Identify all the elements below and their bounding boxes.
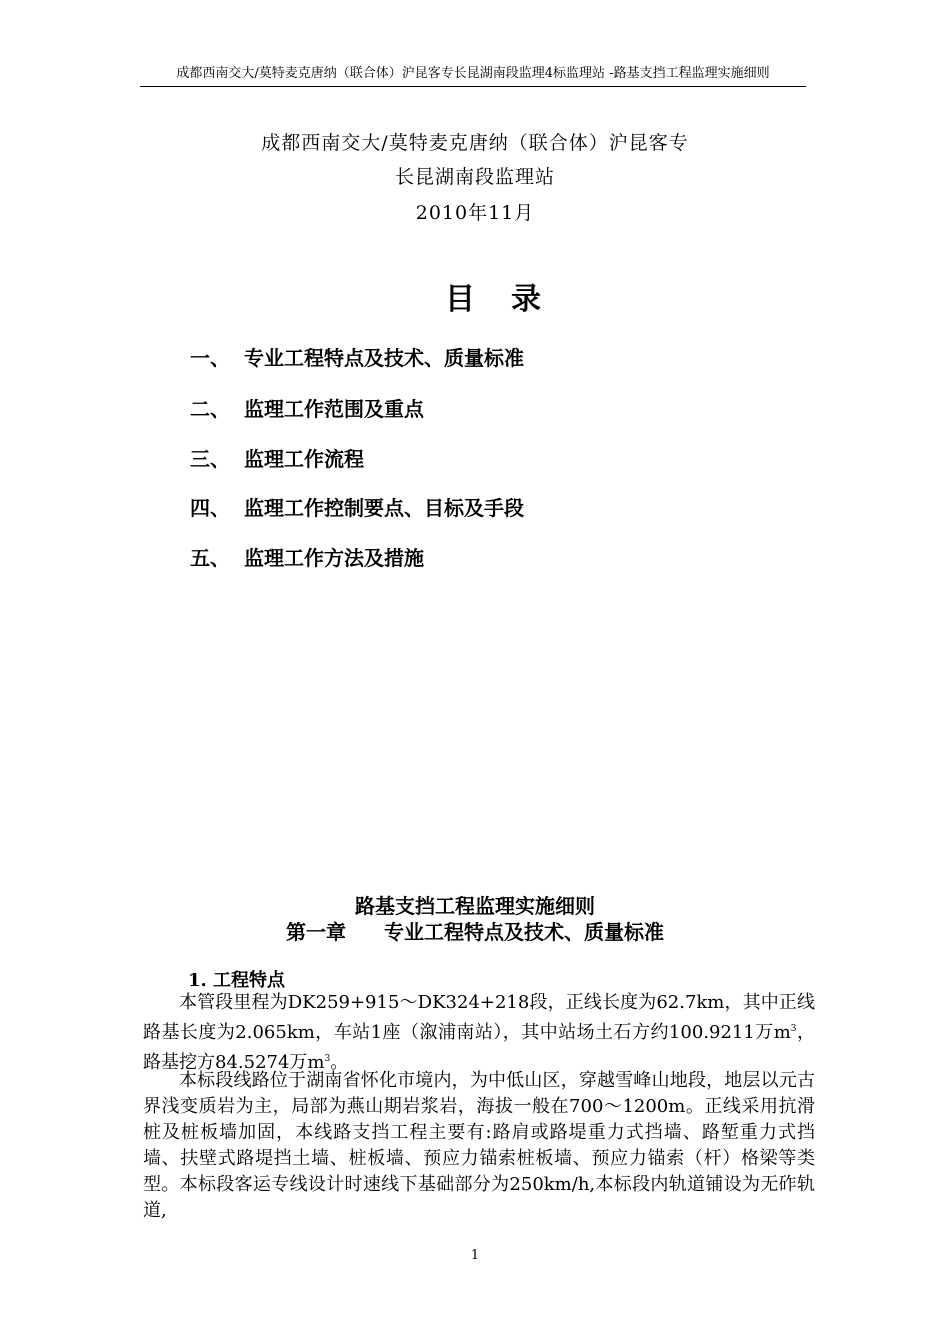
toc-item-number: 五、	[190, 546, 230, 570]
section-heading: 1. 工程特点	[188, 970, 286, 991]
toc-item-label: 监理工作控制要点、目标及手段	[244, 496, 524, 520]
chapter-heading	[0, 916, 950, 945]
document-date: 2010年11月	[415, 202, 535, 224]
para1-text-b: ，路基挖方84.5274万m	[143, 1022, 815, 1073]
toc-item-number: 二、	[190, 397, 230, 421]
toc-item-label: 专业工程特点及技术、质量标准	[244, 346, 524, 370]
toc-item-label: 监理工作方法及措施	[244, 546, 424, 570]
para1-text-c: 。	[330, 1052, 349, 1073]
org-line-2: 长昆湖南段监理站	[394, 166, 555, 188]
document-title: 路基支挡工程监理实施细则	[355, 894, 595, 918]
para1-superscript-1: 3	[790, 1024, 797, 1034]
toc-item-4[interactable]	[190, 492, 524, 521]
toc-item-5[interactable]	[190, 542, 424, 571]
toc-item-1[interactable]	[190, 342, 524, 371]
toc-item-label: 监理工作范围及重点	[244, 397, 424, 421]
toc-item-2[interactable]	[190, 393, 424, 422]
para1-text-a: 本管段里程为DK259+915～DK324+218段，正线长度为62.7km，其中正线路基长度为2.065km，车站1座（溆浦南站），其中站场土石方约100.9211万m	[143, 992, 815, 1043]
toc-item-number: 三、	[190, 447, 230, 471]
toc-item-3[interactable]	[190, 443, 364, 472]
chapter-title: 专业工程特点及技术、质量标准	[384, 920, 664, 944]
toc-item-number: 四、	[190, 496, 230, 520]
chapter-label: 第一章	[286, 920, 346, 944]
page-header: 成都西南交大/莫特麦克唐纳（联合体）沪昆客专长昆湖南段监理4标监理站 -路基支挡工程监理实施细则	[140, 64, 806, 87]
org-line-1: 成都西南交大/莫特麦克唐纳（联合体）沪昆客专	[261, 132, 689, 154]
body-paragraph-1	[143, 990, 815, 1076]
para1-superscript-2: 3	[324, 1054, 331, 1064]
toc-title: 目录	[445, 282, 577, 317]
toc-item-label: 监理工作流程	[244, 447, 364, 471]
body-paragraph-2: 本标段线路位于湖南省怀化市境内，为中低山区，穿越雪峰山地段，地层以元古界浅变质岩为主，局部为燕山期岩浆岩，海拔一般在700～1200m。正线采用抗滑桩及桩板墙加固，本线路支挡工程主要有:路肩或路堤重力式挡墙、路堑重力式挡墙、扶壁式路堤挡土墙、桩板墙、预应力锚索桩板墙、预应力锚索（杆）格梁等类型。本标段客运专线设计时速线下基础部分为250km/h,本标段内轨道铺设为无砟轨道,	[143, 1070, 815, 1221]
page-number: 1	[470, 1248, 480, 1263]
toc-item-number: 一、	[190, 346, 230, 370]
